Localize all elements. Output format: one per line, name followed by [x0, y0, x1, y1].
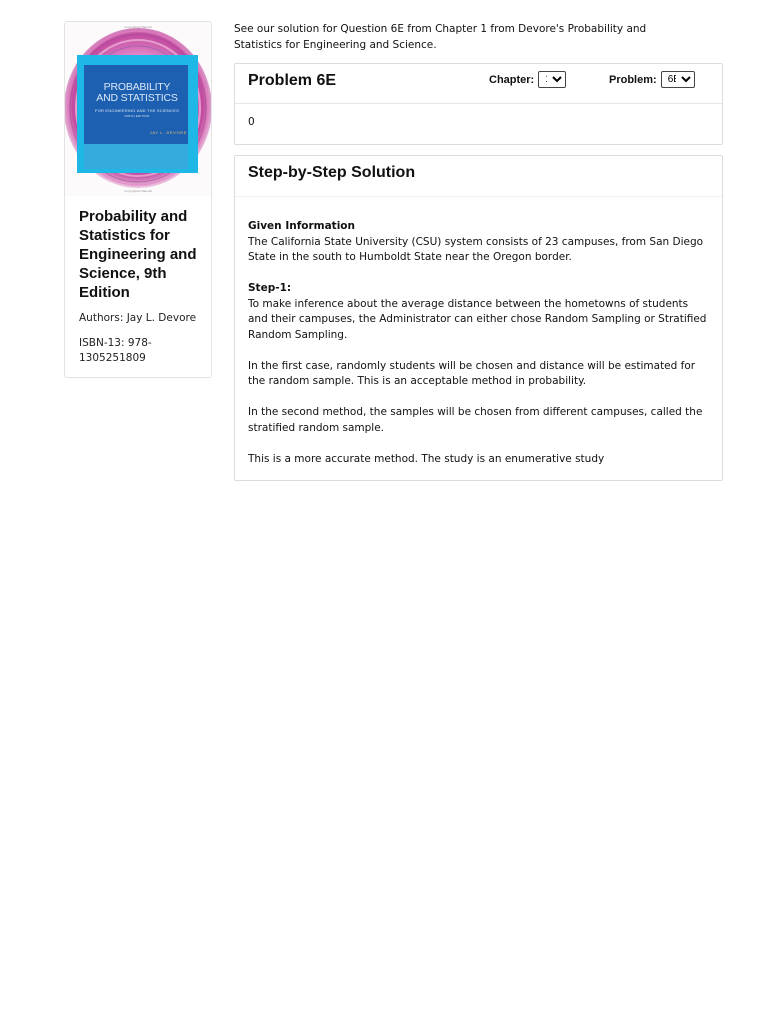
book-info: [65, 196, 211, 366]
problem-select[interactable]: [661, 71, 695, 88]
solution-panel: [234, 155, 723, 481]
chapter-picker: [489, 71, 566, 88]
cover-author: JAY L. DEVORE: [149, 130, 187, 135]
book-title[interactable]: Probability and Statistics for Engineering and Science, 9th Edition: [79, 208, 197, 301]
solution-paragraph-2: In the first case, randomly students will be chosen and distance will be estimated for the random sample. This is an acceptable method in probability.: [248, 359, 696, 387]
book-isbn: ISBN-13: 978-1305251809: [79, 337, 152, 364]
cover-title-line2: AND STATISTICS: [96, 92, 178, 104]
given-text: The California State University (CSU) system consists of 23 campuses, from San Diego State in the south to Humboldt State near the Oregon border.: [248, 235, 704, 263]
problem-header: [235, 64, 722, 104]
step1-heading: Step-1:: [248, 282, 292, 294]
given-heading: Given Information: [248, 220, 355, 232]
problem-title: Problem 6E: [248, 72, 337, 89]
solution-paragraph-4: This is a more accurate method. The study is an enumerative study: [248, 452, 605, 465]
cover-subtitle-text: FOR ENGINEERING AND THE SCIENCES: [95, 108, 179, 113]
cover-edition: NINTH EDITION: [124, 114, 150, 118]
book-card[interactable]: [64, 21, 212, 378]
book-authors: Authors: Jay L. Devore: [79, 312, 197, 324]
chapter-select[interactable]: [538, 71, 566, 88]
solution-header: [235, 156, 722, 197]
cover-top-line: Copyrighted Material: [124, 25, 152, 29]
problem-picker: [609, 71, 695, 88]
cover-title: [89, 82, 185, 104]
book-cover-image[interactable]: [65, 22, 211, 196]
solution-title: Step-by-Step Solution: [248, 164, 416, 181]
cover-subtitle: [87, 108, 187, 118]
chapter-label: Chapter:: [489, 73, 535, 86]
cover-title-line1: PROBABILITY: [103, 81, 171, 93]
problem-body: 0: [248, 116, 255, 128]
step1-text: To make inference about the average distance between the hometowns of students and their campuses, the Administrator can either chose Random Sampling or Stratified Random Sampling.: [248, 297, 707, 341]
problem-label: Problem:: [609, 73, 657, 86]
problem-panel: [234, 63, 723, 145]
intro-text: See our solution for Question 6E from Chapter 1 from Devore's Probability and Statistics for Engineering and Science.: [234, 23, 647, 51]
cover-bottom-line: Copyrighted Material: [124, 189, 152, 193]
solution-paragraph-3: In the second method, the samples will be chosen from different campuses, called the stratified random sample.: [248, 406, 703, 434]
solution-body: [235, 197, 722, 467]
